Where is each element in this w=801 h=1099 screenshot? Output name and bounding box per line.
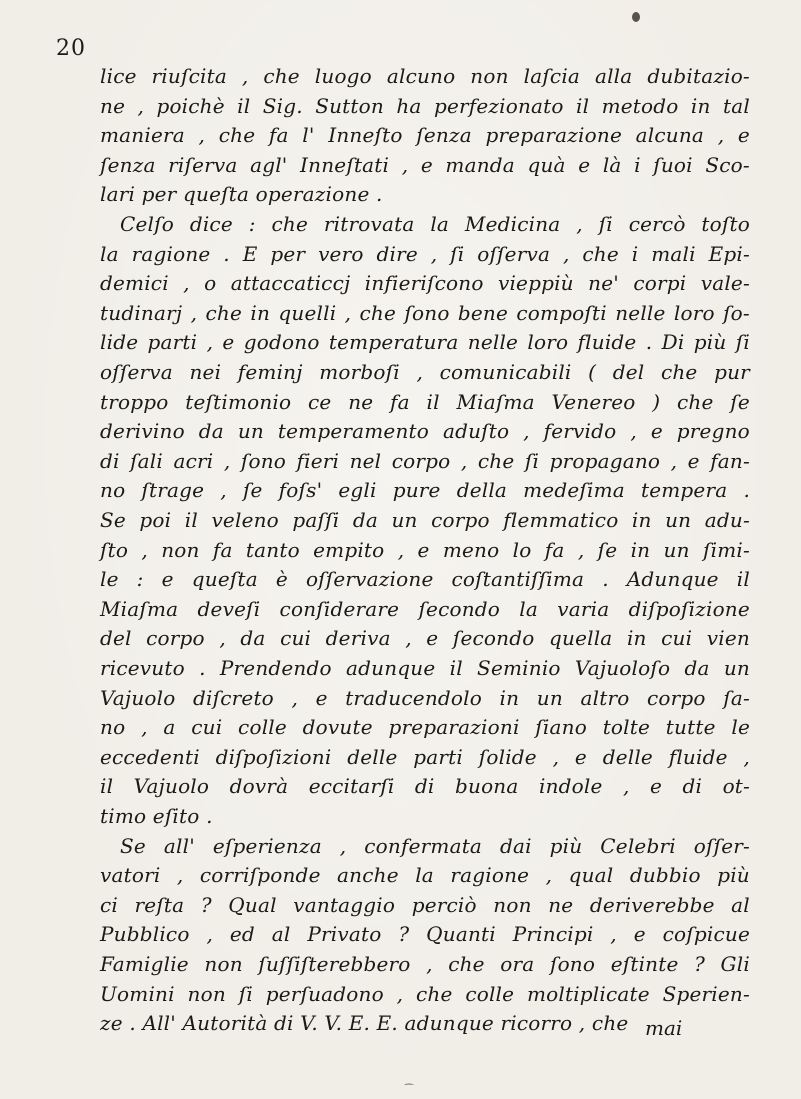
text-line: del corpo , da cui deriva , e ſecondo quella in cui vien xyxy=(100,626,750,651)
page-number: 20 xyxy=(56,36,86,61)
text-line: Se all' eſperienza , confermata dai più Celebri oſſer- xyxy=(120,833,750,858)
text-line: Miaſma deveſi conſiderare ſecondo la varia diſpoſizione xyxy=(100,596,750,621)
text-line: Celſo dice : che ritrovata la Medicina , ſi cercò toſto xyxy=(120,212,750,236)
ink-spot xyxy=(632,12,640,22)
text-line: tudinarj , che in quelli , che ſono bene compoſti nelle loro ſo- xyxy=(100,300,750,325)
text-line: lide parti , e godono temperatura nelle loro fluide . Di più ſi xyxy=(100,330,750,355)
text-line: ze . All' Autorità di V. V. E. E. adunque ricorro , che xyxy=(100,1011,629,1036)
text-line: Vajuolo diſcreto , e traducendolo in un altro corpo ſa- xyxy=(100,685,750,710)
text-line: no ſtrage , ſe foſs' egli pure della medeſima tempera . xyxy=(100,478,750,503)
text-line: Pubblico , ed al Privato ? Quanti Principi , e coſpicue xyxy=(100,922,750,947)
catchword: mai xyxy=(645,1016,683,1040)
text-line: eccedenti diſpoſizioni delle parti ſolide , e delle fluide , xyxy=(100,744,750,769)
text-line: ſenza riſerva agl' Inneſtati , e manda quà e là i ſuoi Sco- xyxy=(100,152,750,177)
text-line: il Vajuolo dovrà eccitarſi di buona indole , e di ot- xyxy=(100,774,750,799)
text-line: maniera , che fa l' Inneſto ſenza preparazione alcuna , e xyxy=(100,123,750,148)
text-line: Famiglie non ſuſſiſterebbero , che ora ſono eſtinte ? Gli xyxy=(100,952,750,976)
text-line: troppo teſtimonio ce ne fa il Miaſma Venereo ) che ſe xyxy=(100,389,750,414)
text-line: timo eſito . xyxy=(100,804,213,828)
text-line: la ragione . E per vero dire , ſi oſſerva , che i mali Epi- xyxy=(100,241,750,266)
text-line: vatori , corriſponde anche la ragione , qual dubbio più xyxy=(100,863,750,888)
text-line: oſſerva nei feminj morboſi , comunicabili ( del che pur xyxy=(100,360,750,384)
text-line: Se poi il veleno paſſi da un corpo flemmatico in un adu- xyxy=(100,508,750,532)
text-line: ne , poichè il Sig. Sutton ha perfezionato il metodo in tal xyxy=(100,93,750,118)
text-line: lari per queſta operazione . xyxy=(100,182,383,207)
text-line: ricevuto . Prendendo adunque il Seminio Vajuoloſo da un xyxy=(100,656,750,680)
text-line: lice riuſcita , che luogo alcuno non laſcia alla dubitazio- xyxy=(100,64,750,88)
text-line: no , a cui colle dovute preparazioni ſiano tolte tutte le xyxy=(100,715,750,740)
bottom-mark: ⁀ xyxy=(405,1085,414,1096)
text-line: Uomini non ſi perſuadono , che colle moltiplicate Sperien- xyxy=(100,981,750,1006)
text-line: ci reſta ? Qual vantaggio perciò non ne deriverebbe al xyxy=(100,892,750,917)
text-line: ſto , non fa tanto empito , e meno lo fa , ſe in un ſimi- xyxy=(100,537,750,562)
text-line: demici , o attaccaticcj infieriſcono vieppiù ne' corpi vale- xyxy=(100,271,750,296)
text-line: derivino da un temperamento aduſto , fervido , e pregno xyxy=(100,419,750,444)
text-line: le : e queſta è oſſervazione coſtantiſſima . Adunque il xyxy=(100,567,750,592)
text-line: di ſali acri , ſono fieri nel corpo , che ſi propagano , e fan- xyxy=(100,448,750,473)
